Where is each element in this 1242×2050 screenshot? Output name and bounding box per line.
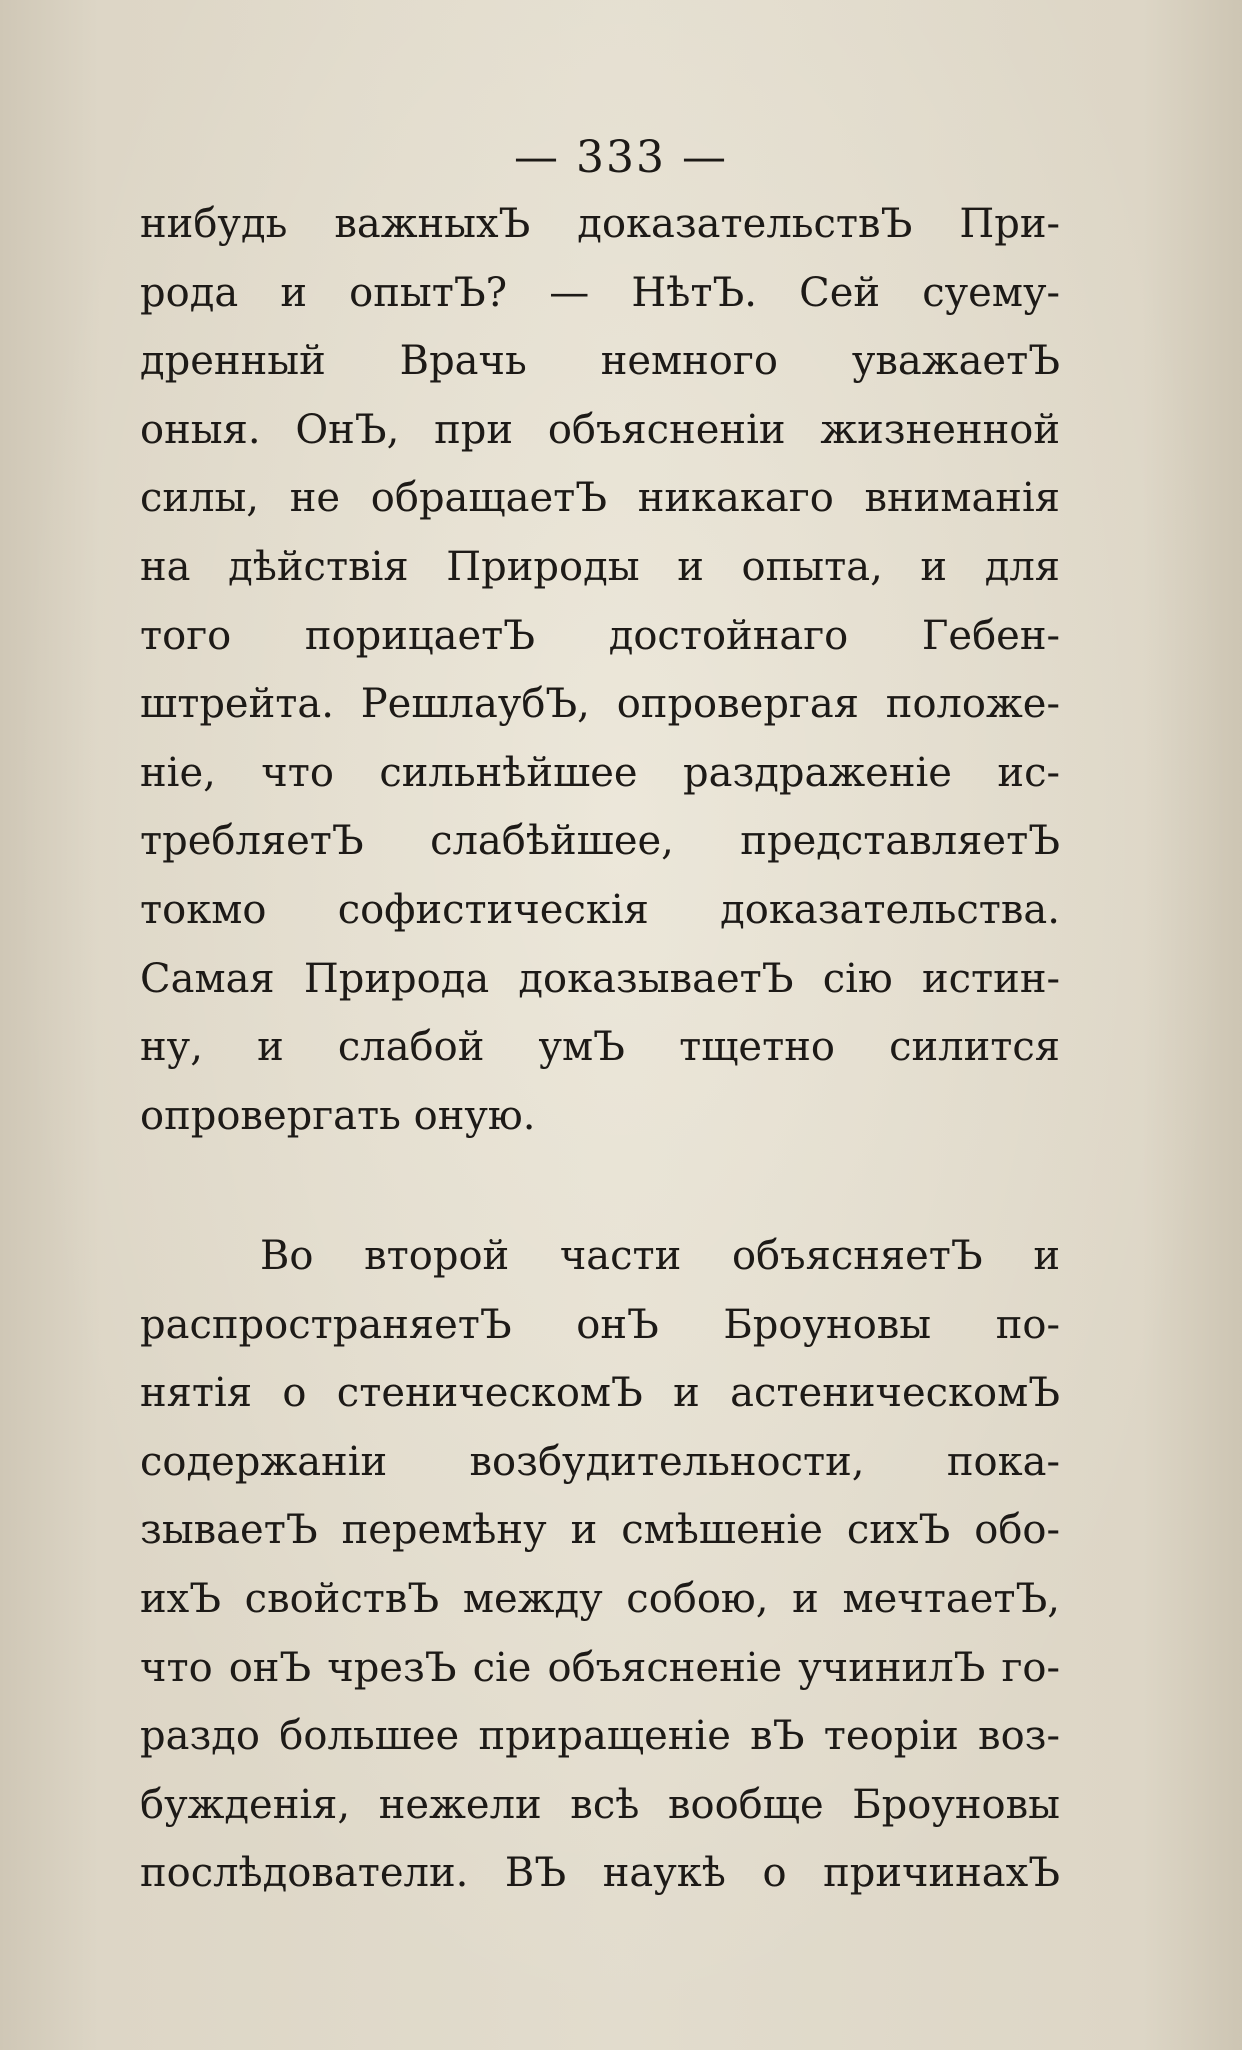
paragraph-2 <box>140 1222 1060 1908</box>
text-line: штрейта. РешлаубЪ, опровергая положе- <box>140 681 1060 728</box>
text-line: на дѣйствія Природы и опыта, и для <box>140 543 1060 590</box>
text-line: нибудь важныхЪ доказательствЪ При- <box>140 201 1060 247</box>
text-line: ніе, что сильнѣйшее раздраженіе ис- <box>140 749 1060 796</box>
page-number: — 333 — <box>514 132 728 183</box>
text-line: рода и опытЪ? — НѣтЪ. Сей суему- <box>140 269 1060 316</box>
text-line: содержаніи возбудительности, пока- <box>140 1438 1060 1485</box>
text-line: оныя. ОнЪ, при объясненіи жизненной <box>140 406 1060 453</box>
text-line: раздо большее приращеніе вЪ теоріи воз- <box>140 1713 1060 1760</box>
text-line: опровергать оную. <box>140 1092 536 1139</box>
text-line: зываетЪ перемѣну и смѣшеніе сихЪ обо- <box>140 1507 1060 1554</box>
text-line: ихЪ свойствЪ между собою, и мечтаетЪ, <box>140 1575 1060 1622</box>
text-line: бужденія, нежели всѣ вообще Броуновы <box>140 1781 1060 1828</box>
paragraph-1 <box>140 190 1060 1150</box>
text-line: что онЪ чрезЪ сіе объясненіе учинилЪ го- <box>140 1644 1060 1691</box>
text-line: силы, не обращаетЪ никакаго вниманія <box>140 475 1060 522</box>
text-line: послѣдователи. ВЪ наукѣ о причинахЪ <box>140 1850 1060 1897</box>
text-line: того порицаетЪ достойнаго Гебен- <box>140 612 1060 659</box>
text-line: распространяетЪ онЪ Броуновы по- <box>140 1301 1060 1348</box>
text-line: нятія о стеническомЪ и астеническомЪ <box>140 1370 1060 1417</box>
text-line: ну, и слабой умЪ тщетно силится <box>140 1024 1060 1071</box>
text-line: токмо софистическія доказательства. <box>140 886 1060 933</box>
text-line: Во второй части объясняетЪ и <box>260 1233 1060 1279</box>
text-line: требляетЪ слабѣйшее, представляетЪ <box>140 818 1060 865</box>
text-line: Самая Природа доказываетЪ сію истин- <box>140 955 1060 1002</box>
text-line: дренный Врачь немного уважаетЪ <box>140 338 1060 385</box>
